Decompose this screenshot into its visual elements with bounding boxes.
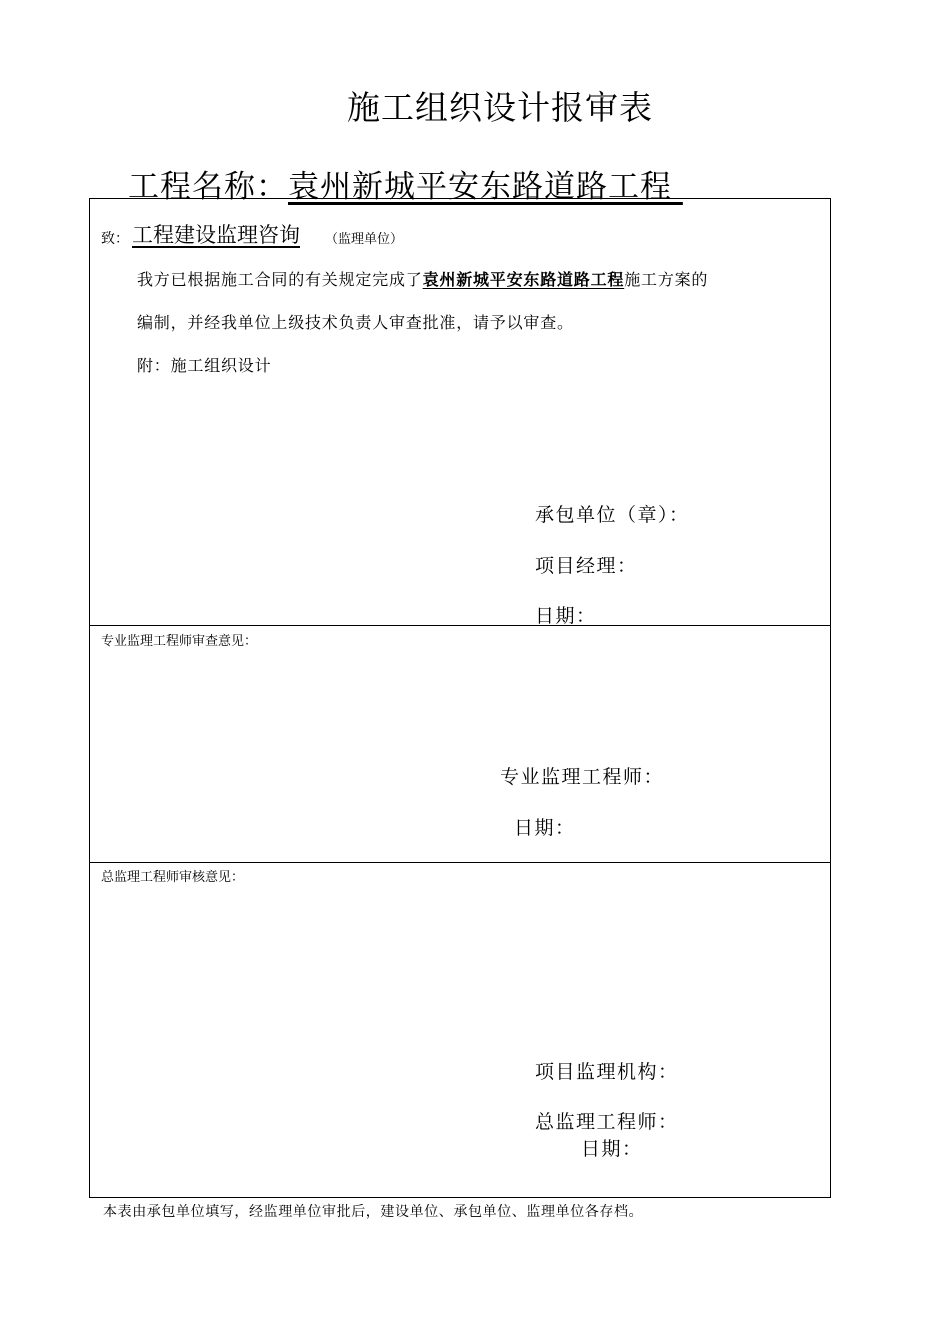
supervision-unit-name: 工程建设监理咨询 bbox=[132, 223, 300, 247]
project-name: 袁州新城平安东路道路工程 bbox=[288, 169, 672, 205]
engineer-review-heading: 专业监理工程师审查意见： bbox=[101, 634, 258, 649]
section-divider-2 bbox=[89, 862, 831, 863]
form-table bbox=[89, 198, 831, 1198]
statement-project-name: 袁州新城平安东路道路工程 bbox=[422, 270, 625, 289]
project-label: 工程名称： bbox=[128, 169, 288, 205]
page-title: 施工组织设计报审表 bbox=[347, 88, 653, 127]
section-divider-1 bbox=[89, 625, 831, 626]
to-prefix: 致： bbox=[101, 231, 129, 247]
engineer-signature-label: 专业监理工程师： bbox=[500, 766, 665, 788]
footer-note: 本表由承包单位填写，经监理单位审批后，建设单位、承包单位、监理单位各存档。 bbox=[103, 1204, 644, 1220]
chief-review-heading: 总监理工程师审核意见： bbox=[101, 870, 245, 885]
supervision-unit-suffix: （监理单位） bbox=[325, 232, 404, 247]
attachment-line: 附：施工组织设计 bbox=[137, 356, 272, 375]
contractor-seal-label: 承包单位（章）： bbox=[535, 504, 690, 526]
statement-line-2: 编制，并经我单位上级技术负责人审查批准，请予以审查。 bbox=[137, 313, 574, 332]
project-manager-label: 项目经理： bbox=[535, 555, 638, 577]
contractor-date-label: 日期： bbox=[535, 605, 597, 627]
chief-engineer-label: 总监理工程师： bbox=[535, 1111, 679, 1133]
engineer-date-label: 日期： bbox=[514, 817, 576, 839]
chief-date-label: 日期： bbox=[581, 1138, 643, 1160]
statement-line-1: 我方已根据施工合同的有关规定完成了袁州新城平安东路道路工程施工方案的 bbox=[137, 270, 709, 289]
supervision-org-label: 项目监理机构： bbox=[535, 1061, 679, 1083]
